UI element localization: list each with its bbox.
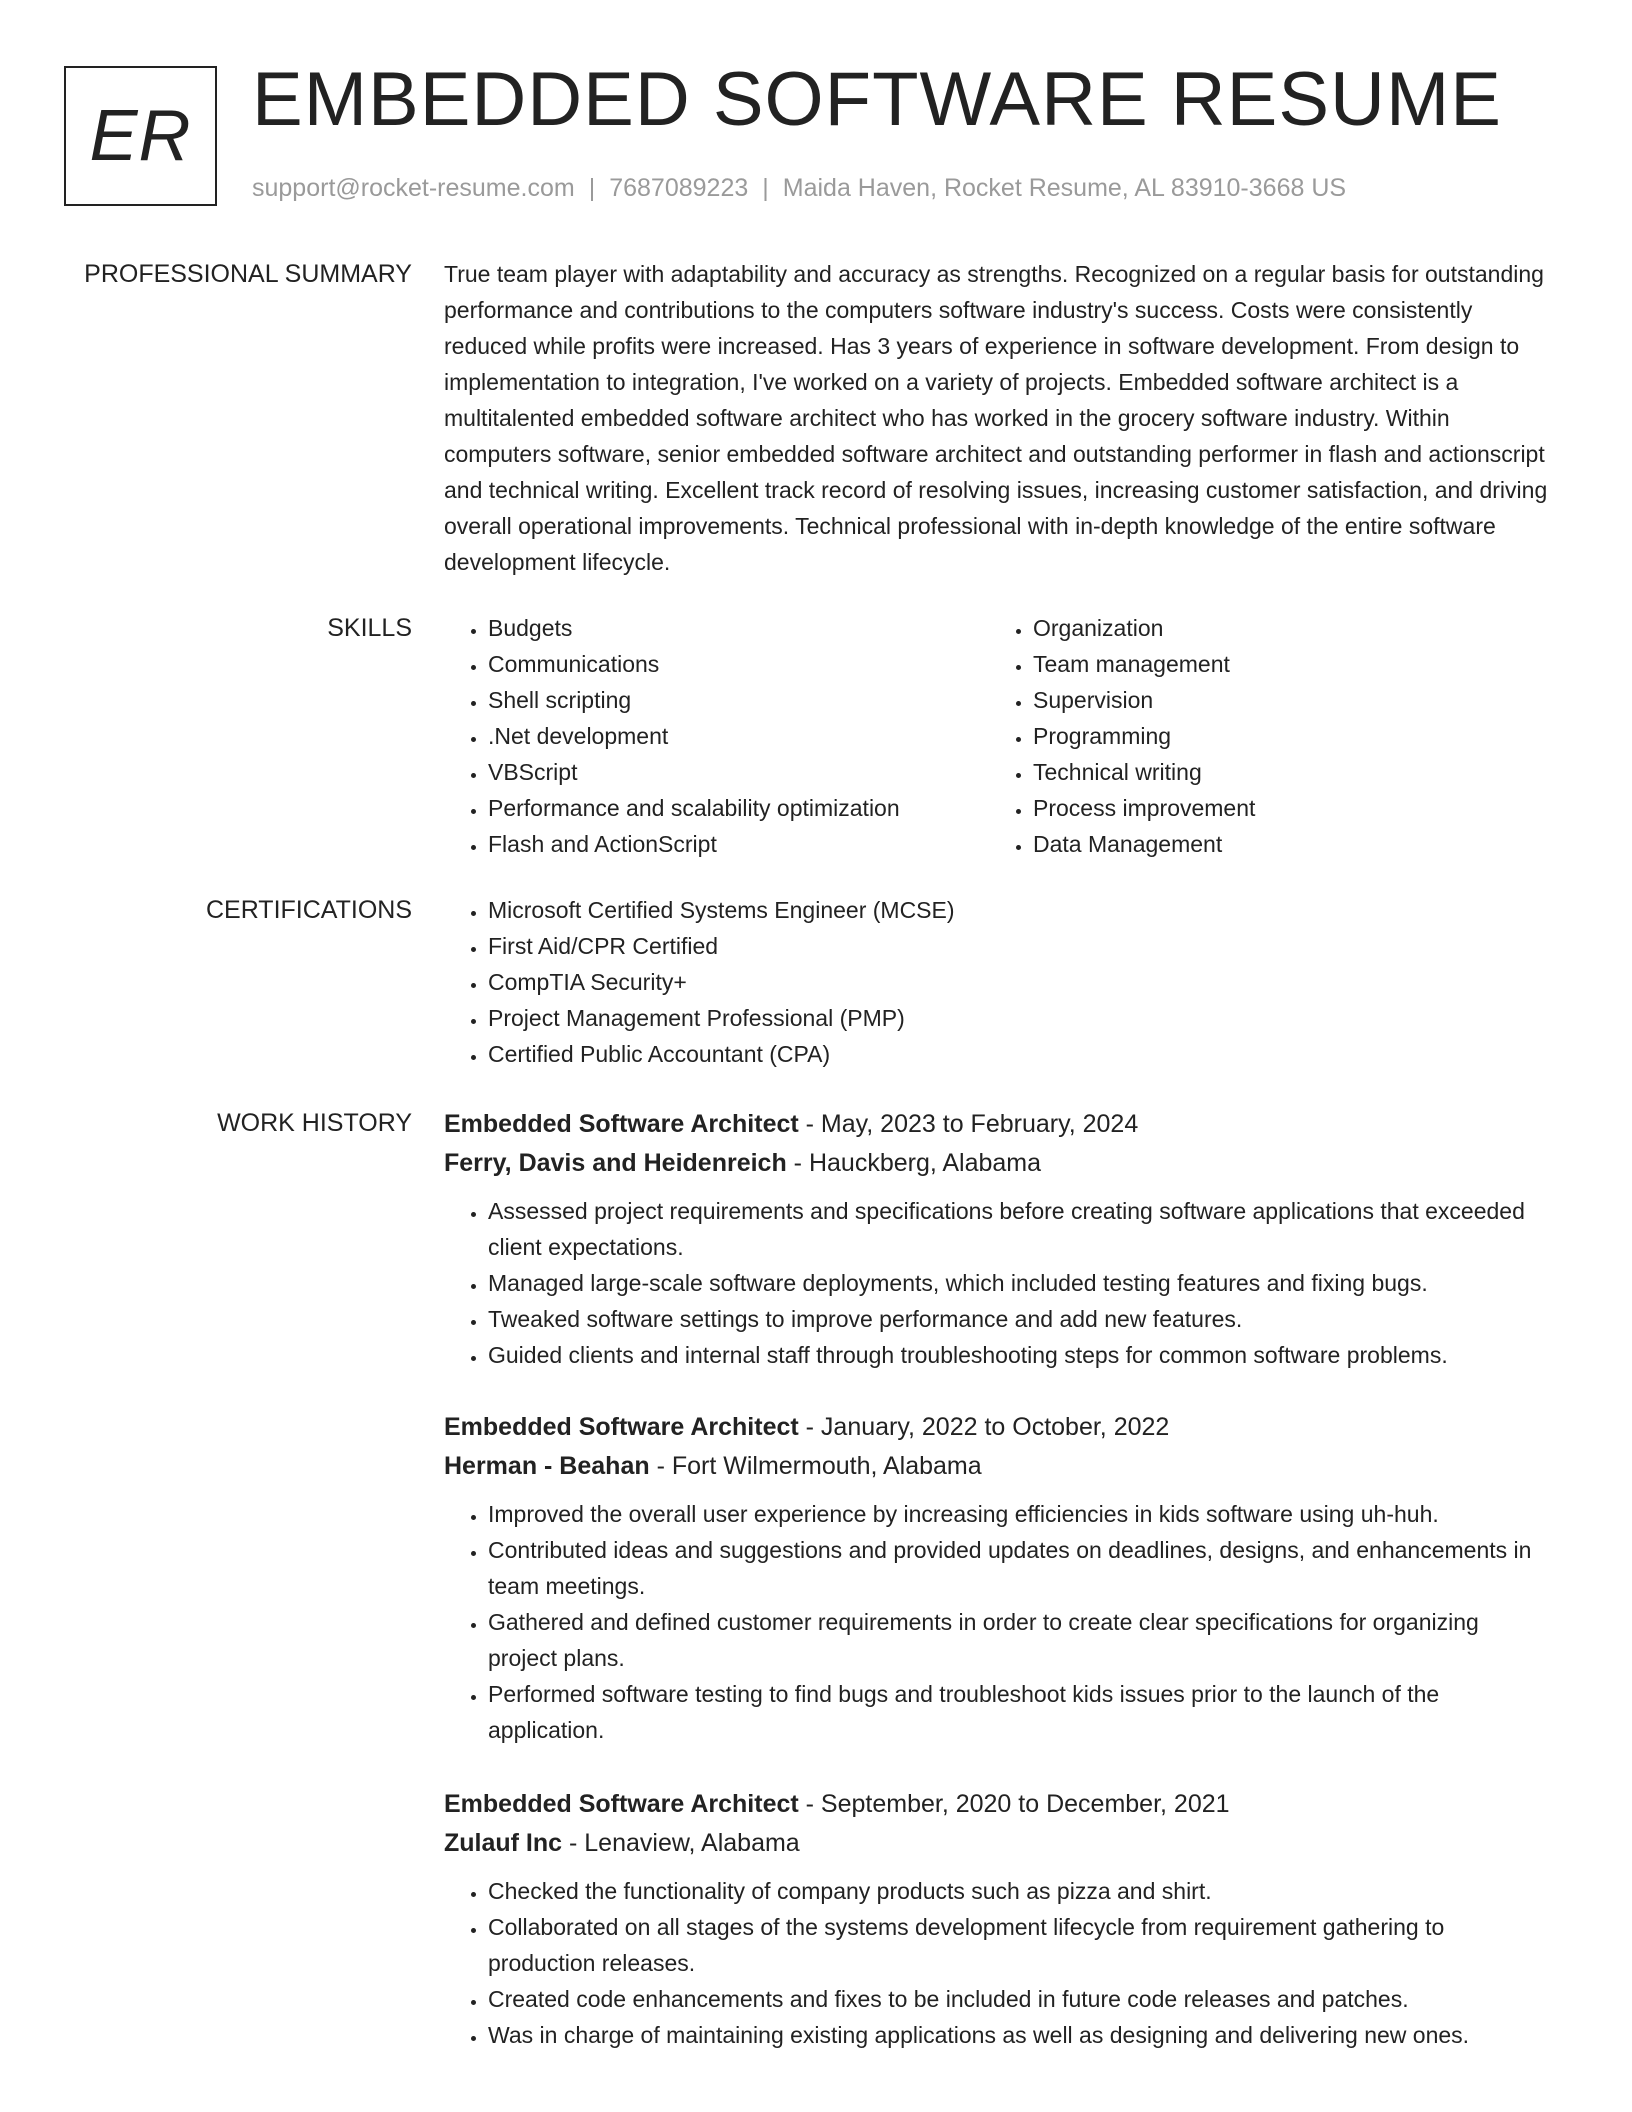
skill-item: • Shell scripting [488, 682, 984, 718]
job-dates: - May, 2023 to February, 2024 [798, 1110, 1139, 1138]
contact-separator: | [762, 174, 769, 202]
job-dates: - January, 2022 to October, 2022 [798, 1413, 1170, 1441]
job-dates: - September, 2020 to December, 2021 [798, 1790, 1230, 1818]
job-entry [444, 1785, 1554, 2053]
job-bullet: • Collaborated on all stages of the systems development lifecycle from requirement gathering to production releases. [488, 1909, 1554, 1981]
skill-item: • Supervision [1033, 682, 1529, 718]
skill-item: • Programming [1033, 718, 1529, 754]
skill-item: • Organization [1033, 610, 1529, 646]
contact-address: Maida Haven, Rocket Resume, AL 83910-3668 US [782, 174, 1347, 202]
skill-item: • Data Management [1033, 826, 1529, 862]
skills-column-left [444, 610, 984, 862]
resume-title: EMBEDDED SOFTWARE RESUME [252, 57, 1502, 142]
job-bullet: • Guided clients and internal staff through troubleshooting steps for common software problems. [488, 1337, 1554, 1373]
skill-item: • Technical writing [1033, 754, 1529, 790]
summary-text: True team player with adaptability and accuracy as strengths. Recognized on a regular basis for outstanding performance and contributions to the computers software industry's success. Costs were consistently reduced while profits were increased. Has 3 years of experience in software development. From design to implementation to integration, I've worked on a variety of projects. Embedded software architect is a multitalented embedded software architect who has worked in the grocery software industry. Within computers software, senior embedded software architect and outstanding performer in flash and actionscript and technical writing. Excellent track record of resolving issues, increasing customer satisfaction, and driving overall operational improvements. Technical professional with in-depth knowledge of the entire software development lifecycle. [444, 261, 1548, 575]
job-entry [444, 1105, 1554, 1373]
job-title: Embedded Software Architect [444, 1413, 799, 1441]
section-label-work-history: WORK HISTORY [217, 1109, 412, 1137]
job-company: Herman - Beahan [444, 1452, 650, 1480]
job-location: - Fort Wilmermouth, Alabama [649, 1452, 982, 1480]
job-location: - Hauckberg, Alabama [786, 1149, 1042, 1177]
skill-item: • Process improvement [1033, 790, 1529, 826]
job-title: Embedded Software Architect [444, 1790, 799, 1818]
job-bullet: • Managed large-scale software deployments, which included testing features and fixing bugs. [488, 1265, 1554, 1301]
skill-item: • Flash and ActionScript [488, 826, 984, 862]
job-company-line [444, 1143, 1554, 1183]
monogram-logo: ER [64, 66, 217, 206]
job-title-line [444, 1785, 1554, 1823]
job-location: - Lenaview, Alabama [562, 1829, 800, 1857]
skills-column-right [989, 610, 1529, 862]
job-bullet: • Was in charge of maintaining existing applications as well as designing and delivering new ones. [488, 2017, 1554, 2053]
job-bullet: • Created code enhancements and fixes to be included in future code releases and patches. [488, 1981, 1554, 2017]
job-company-line [444, 1823, 1554, 1863]
contact-email[interactable]: support@rocket-resume.com [252, 174, 575, 202]
skills-body [444, 610, 1554, 870]
job-bullet: • Tweaked software settings to improve performance and add new features. [488, 1301, 1554, 1337]
section-label-skills: SKILLS [327, 614, 412, 642]
job-company: Zulauf Inc [444, 1829, 563, 1857]
certification-item: • First Aid/CPR Certified [488, 928, 1554, 964]
skill-item: • VBScript [488, 754, 984, 790]
job-bullet: • Assessed project requirements and specifications before creating software applications that exceeded client expectations. [488, 1193, 1554, 1265]
job-company: Ferry, Davis and Heidenreich [444, 1149, 787, 1177]
skill-item: • .Net development [488, 718, 984, 754]
section-label-certifications: CERTIFICATIONS [205, 896, 412, 924]
contact-phone[interactable]: 7687089223 [609, 174, 749, 202]
job-bullet: • Performed software testing to find bugs and troubleshoot kids issues prior to the launch of the application. [488, 1676, 1554, 1748]
job-bullets [444, 1873, 1554, 2053]
certification-item: • Microsoft Certified Systems Engineer (MCSE) [488, 892, 1554, 928]
job-bullets [444, 1193, 1554, 1373]
job-entry [444, 1408, 1554, 1748]
job-bullet: • Checked the functionality of company products such as pizza and shirt. [488, 1873, 1554, 1909]
certification-item: • CompTIA Security+ [488, 964, 1554, 1000]
skill-item: • Performance and scalability optimization [488, 790, 984, 826]
skill-item: • Budgets [488, 610, 984, 646]
contact-separator: | [588, 174, 596, 202]
job-bullet: • Improved the overall user experience by increasing efficiencies in kids software using uh-huh. [488, 1496, 1554, 1532]
job-bullets [444, 1496, 1554, 1748]
job-title-line [444, 1105, 1554, 1143]
certification-item: • Certified Public Accountant (CPA) [488, 1036, 1554, 1072]
job-title-line [444, 1408, 1554, 1446]
skill-item: • Communications [488, 646, 984, 682]
contact-line [252, 174, 1346, 203]
job-company-line [444, 1446, 1554, 1486]
job-bullet: • Gathered and defined customer requirements in order to create clear specifications for organizing project plans. [488, 1604, 1554, 1676]
skill-item: • Team management [1033, 646, 1529, 682]
section-label-summary: PROFESSIONAL SUMMARY [84, 260, 412, 288]
certifications-body [444, 892, 1554, 1072]
job-title: Embedded Software Architect [444, 1110, 799, 1138]
certification-item: • Project Management Professional (PMP) [488, 1000, 1554, 1036]
job-bullet: • Contributed ideas and suggestions and provided updates on deadlines, designs, and enhancements in team meetings. [488, 1532, 1554, 1604]
